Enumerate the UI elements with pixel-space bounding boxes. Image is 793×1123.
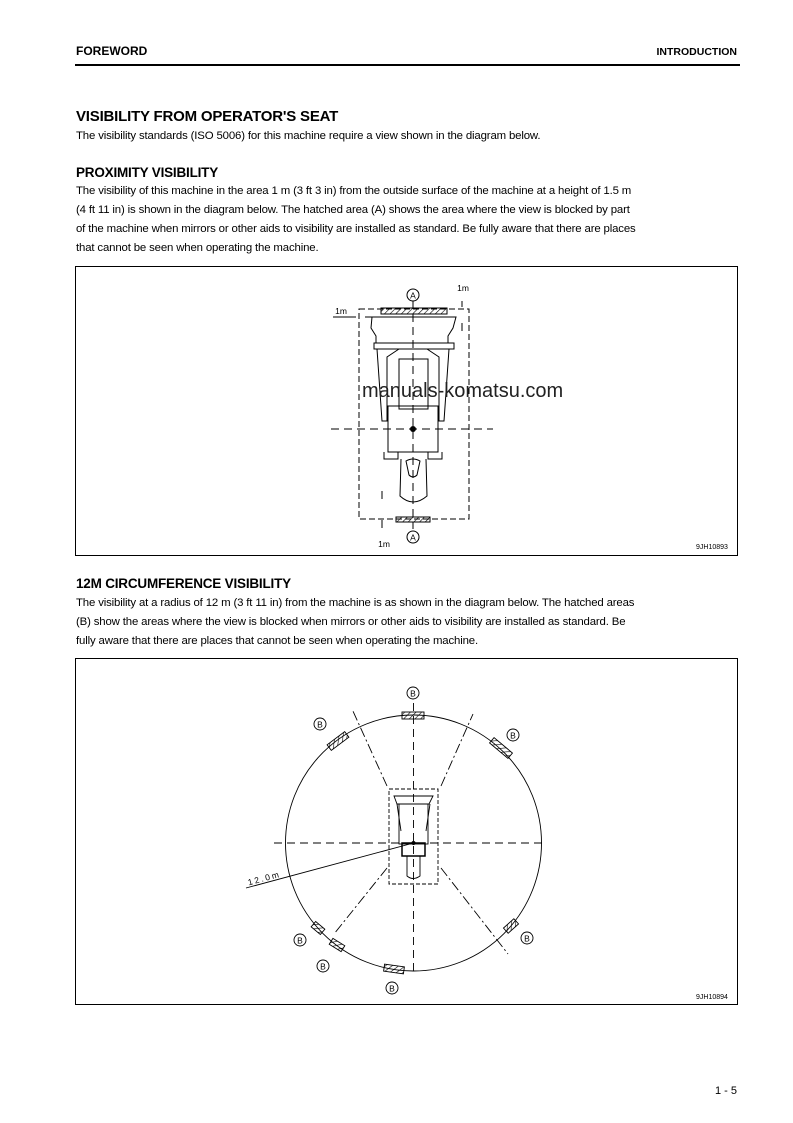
header-rule (75, 64, 740, 66)
label-a: A (410, 290, 416, 301)
figure-code: 9JH10894 (696, 994, 728, 1001)
header-left: FOREWORD (76, 44, 148, 58)
label-b: B (297, 935, 303, 946)
proximity-diagram (76, 267, 737, 555)
label-b: B (320, 961, 326, 972)
ripper-shape (400, 459, 427, 502)
section-intro: The visibility standards (ISO 5006) for this machine require a view shown in the diagram below. (76, 130, 541, 142)
proximity-figure (75, 266, 738, 556)
text-line: of the machine when mirrors or other aids to visibility are installed as standard. Be fully aware that there are places (76, 223, 636, 235)
figure-code: 9JH10893 (696, 544, 728, 551)
proximity-title: PROXIMITY VISIBILITY (76, 165, 219, 180)
page-number: 1 - 5 (714, 1085, 737, 1097)
circumference-figure (75, 658, 738, 1005)
circumference-diagram (76, 659, 737, 1004)
radius-label: 12.0m (246, 868, 282, 888)
label-a: A (410, 532, 416, 543)
text-line: (4 ft 11 in) is shown in the diagram below. The hatched area (A) shows the area where the view is blocked by part (76, 204, 630, 216)
label-b: B (317, 719, 323, 730)
text-line: fully aware that there are places that cannot be seen when operating the machine. (76, 635, 478, 647)
hatched-area-front (381, 308, 447, 314)
label-b: B (389, 983, 395, 994)
text-line: (B) show the areas where the view is blocked when mirrors or other aids to visibility are installed as standard. Be (76, 616, 626, 628)
label-b: B (410, 688, 416, 699)
text-line: The visibility at a radius of 12 m (3 ft 11 in) from the machine is as shown in the diagram below. The hatched areas (76, 597, 635, 609)
header-right: INTRODUCTION (656, 46, 737, 58)
hatched-area-rear (396, 517, 430, 522)
dim-label: 1m (457, 283, 469, 293)
text-line: The visibility of this machine in the area 1 m (3 ft 3 in) from the outside surface of the machine at a height of 1.5 m (76, 185, 632, 197)
label-b: B (524, 933, 530, 944)
section-title: VISIBILITY FROM OPERATOR'S SEAT (76, 108, 339, 125)
circumference-text (76, 594, 741, 651)
watermark: manuals-komatsu.com (362, 380, 564, 402)
dim-label: 1m (378, 539, 390, 549)
label-b: B (510, 730, 516, 741)
text-line: that cannot be seen when operating the machine. (76, 242, 319, 254)
circumference-title: 12M CIRCUMFERENCE VISIBILITY (76, 576, 291, 591)
proximity-text (76, 182, 741, 258)
dim-label: 1m (335, 306, 347, 316)
